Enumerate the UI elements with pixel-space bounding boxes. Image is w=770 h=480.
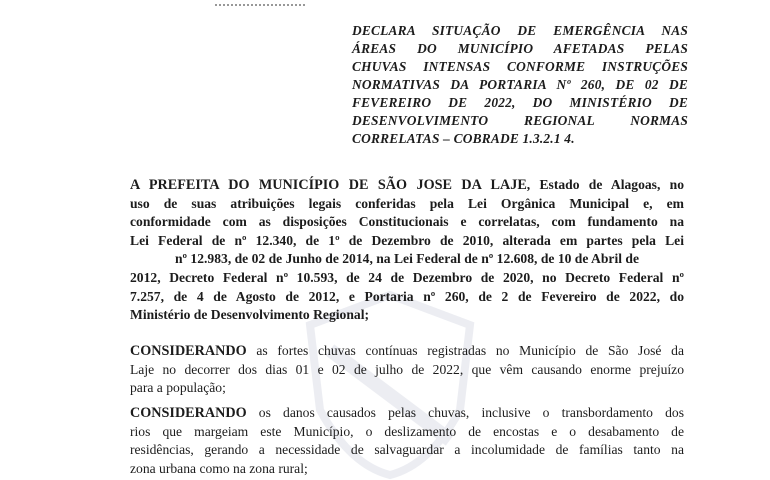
summary-line: DESENVOLVIMENTO REGIONAL NORMAS [352,113,688,128]
paragraph-line: Laje no decorrer dos dias 01 e 02 de julho de 2022, que vêm causando enorme prejuízo [130,361,684,377]
preamble-line: nº 12.983, de 02 de Junho de 2014, na Lei Federal de nº 12.608, de 10 de Abril de [174,251,640,267]
considerando-keyword: CONSIDERANDO [130,405,247,421]
considerando-paragraph-1 [130,342,684,398]
paragraph-line: rios que margeiam este Município, o deslizamento de encostas e o desabamento de [130,423,684,439]
paragraph-line: zona urbana como na zona rural; [130,460,308,476]
summary-line: CORRELATAS – COBRADE 1.3.2.1 4. [352,131,575,146]
preamble-line-rest: , Estado de Alagoas, no [526,177,684,192]
paragraph-line-rest: as fortes chuvas contínuas registradas no Município de São José da [246,343,684,358]
preamble-line: Ministério de Desenvolvimento Regional; [130,307,369,323]
paragraph-line [130,404,684,423]
cropped-header-remnant [215,0,305,6]
preamble-line: 7.257, de 4 de Agosto de 2012, e Portaria nº 260, de 2 de Fevereiro de 2022, do [130,288,684,304]
decree-preamble [130,176,684,325]
summary-line: NORMATIVAS DA PORTARIA Nº 260, DE 02 DE [352,77,688,92]
paragraph-line [130,342,684,361]
preamble-line: 2012, Decreto Federal nº 10.593, de 24 de Dezembro de 2020, no Decreto Federal nº [130,269,684,285]
preamble-line: uso de suas atribuições legais conferidas pela Lei Orgânica Municipal e, em [130,195,684,211]
mayor-title: A PREFEITA DO MUNICÍPIO DE SÃO JOSE DA LAJE [130,177,527,193]
preamble-line: conformidade com as disposições Constitucionais e correlatas, com fundamento na [130,214,684,230]
summary-line: CHUVAS INTENSAS CONFORME INSTRUÇÕES [352,59,688,74]
decree-summary [352,22,688,148]
considerando-paragraph-2 [130,404,684,478]
preamble-line [130,176,684,195]
summary-line: ÁREAS DO MUNICÍPIO AFETADAS PELAS [352,41,688,56]
preamble-line: Lei Federal de nº 12.340, de 1º de Dezembro de 2010, alterada em partes pela Lei [130,232,684,248]
considerando-keyword: CONSIDERANDO [130,343,247,359]
paragraph-line-rest: os danos causados pelas chuvas, inclusive o transbordamento dos [246,405,684,420]
paragraph-line: para a população; [130,380,226,396]
paragraph-line: residências, gerando a necessidade de salvaguardar a incolumidade de famílias tanto na [130,442,684,458]
summary-line: DECLARA SITUAÇÃO DE EMERGÊNCIA NAS [352,23,688,38]
summary-line: FEVEREIRO DE 2022, DO MINISTÉRIO DE [352,95,688,110]
